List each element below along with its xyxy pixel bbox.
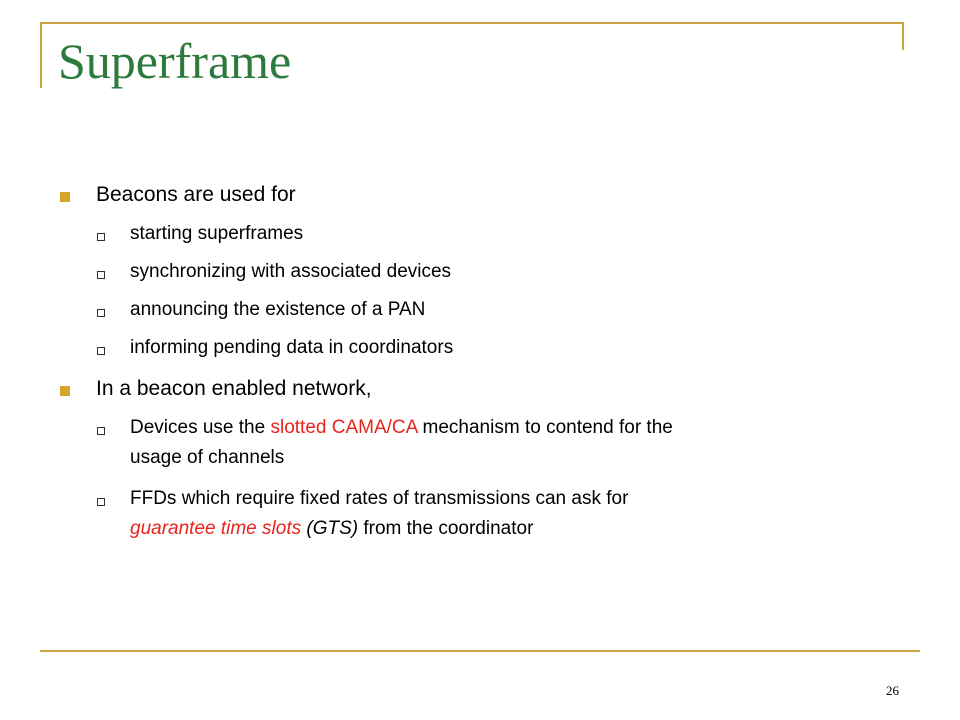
frame-left-line [40, 22, 42, 88]
gts-highlight: guarantee time slots [130, 518, 302, 539]
slotted-csma-highlight: slotted CAMA/CA [270, 417, 418, 438]
frame-top-line [40, 22, 904, 24]
frame-right-line [902, 22, 904, 50]
sub-bullet-2-1-line-1 [130, 416, 673, 440]
sub-bullet-box-icon [97, 309, 105, 317]
sub-bullet-2-2-post: from the coordinator [358, 518, 534, 539]
sub-bullet-1-3: announcing the existence of a PAN [130, 299, 426, 320]
bullet-square-icon [60, 386, 70, 396]
sub-bullet-2-2-line-2 [130, 517, 533, 541]
sub-bullet-2-1-line-2: usage of channels [130, 447, 285, 468]
page-number: 26 [886, 683, 899, 698]
slide-title: Superframe [58, 33, 292, 89]
gts-abbrev: (GTS) [301, 518, 359, 539]
sub-bullet-2-2-line-1: FFDs which require fixed rates of transmissions can ask for [130, 488, 629, 509]
bullet-1-text: Beacons are used for [96, 183, 296, 206]
bullet-square-icon [60, 192, 70, 202]
sub-bullet-box-icon [97, 347, 105, 355]
sub-bullet-2-1-pre: Devices use the [130, 417, 271, 438]
sub-bullet-1-4: informing pending data in coordinators [130, 337, 454, 358]
sub-bullet-1-1: starting superframes [130, 223, 304, 244]
sub-bullet-1-2: synchronizing with associated devices [130, 261, 452, 282]
sub-bullet-2-1-post: mechanism to contend for the [417, 417, 673, 438]
sub-bullet-box-icon [97, 498, 105, 506]
footer-line [40, 650, 920, 652]
sub-bullet-box-icon [97, 427, 105, 435]
sub-bullet-box-icon [97, 233, 105, 241]
bullet-2-text: In a beacon enabled network, [96, 377, 372, 400]
sub-bullet-box-icon [97, 271, 105, 279]
